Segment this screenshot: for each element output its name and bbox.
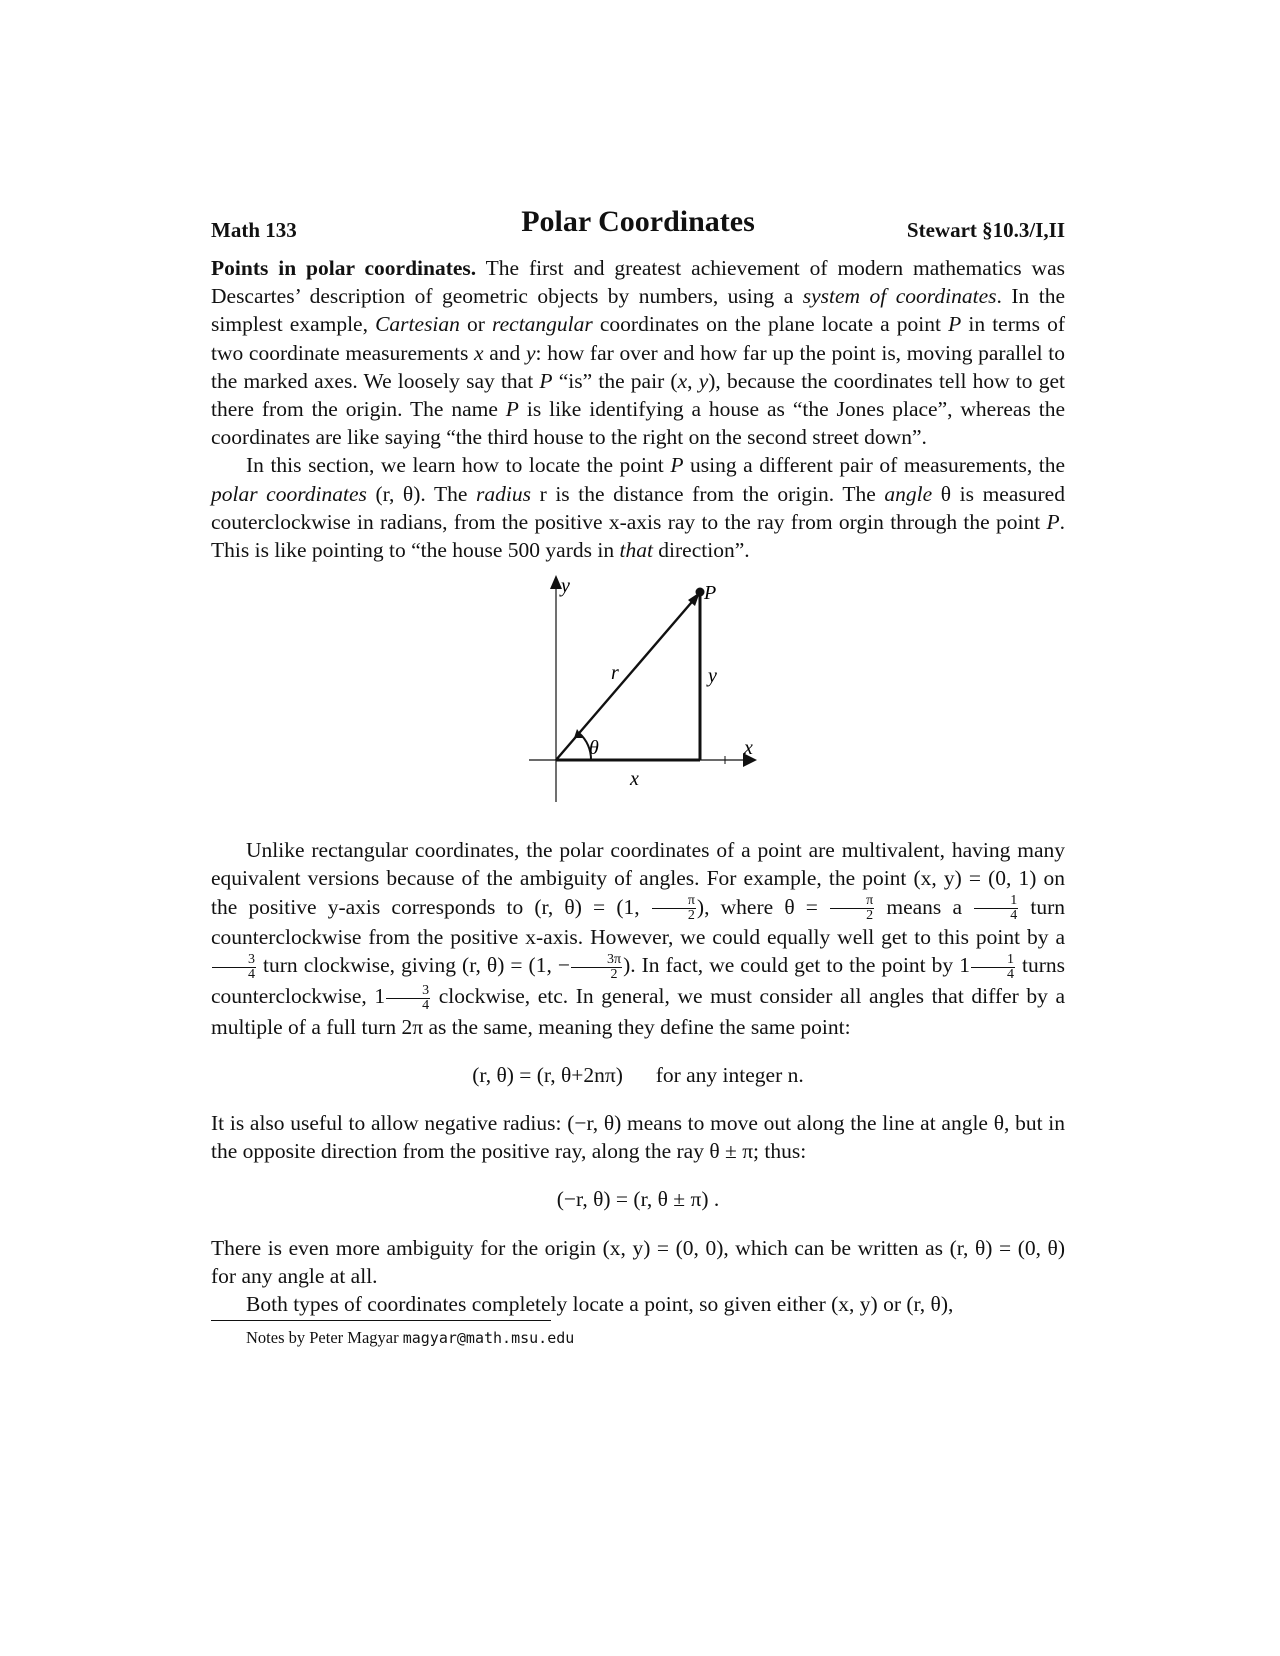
equation-condition: for any integer n. xyxy=(655,1062,804,1087)
reference-label: Stewart §10.3/I,II xyxy=(906,218,1065,242)
equation-lhs: (r, θ) = (r, θ+2nπ) xyxy=(472,1062,623,1087)
frac-den: 4 xyxy=(1006,966,1014,982)
text-run: Unlike rectangular coordinates, the polar coordinates of a point are multivalent, having many equivalent versions because of the ambiguity of angles. For example, the point (x, y) = (0, 1) on the positive y-axis corresponds to (r, θ) = (1, xyxy=(211,838,1065,919)
text-run: “is” the pair ( xyxy=(552,368,678,393)
math-var: P xyxy=(670,453,684,478)
emphasis: system of coordinates xyxy=(802,284,997,309)
frac-den: 2 xyxy=(610,966,618,982)
footnote-text: Notes by Peter Magyar xyxy=(246,1328,399,1348)
section-heading: Points in polar coordinates. xyxy=(211,256,477,280)
text-run: In this section, we learn how to locate the point xyxy=(246,453,671,478)
math-var: P xyxy=(948,312,962,337)
text-run: ), because the coordinates tell how to get there from the origin. The name xyxy=(211,368,1066,422)
x-side-label: x xyxy=(630,768,639,791)
frac-num: 3 xyxy=(386,984,430,999)
paragraph-negative-radius: It is also useful to allow negative radius: (−r, θ) means to move out along the line at angle θ, but in the opposite direction from the positive ray, along the ray θ ± π; thus: xyxy=(211,1110,1065,1164)
y-side-label: y xyxy=(708,665,717,688)
text-run: . This is like pointing to “the house 500 yards in xyxy=(211,509,1065,563)
frac-den: 4 xyxy=(248,966,255,982)
frac-num: 1 xyxy=(971,953,1015,968)
frac-den: 4 xyxy=(422,997,430,1013)
paragraph-polar xyxy=(211,451,1065,564)
frac-num: π xyxy=(652,894,696,909)
frac-num: π xyxy=(830,894,874,909)
text-run: ). In fact, we could get to the point by 1 xyxy=(623,953,970,978)
text-run: (r, θ). The xyxy=(366,481,476,506)
theta-label: θ xyxy=(589,737,599,760)
text-run: in terms of two coordinate measurements xyxy=(211,312,1065,365)
text-run: using a different pair of measurements, the xyxy=(683,453,1066,478)
fraction-1-over-4 xyxy=(971,953,1015,982)
text-run: . In the simplest example, xyxy=(211,284,1065,337)
polar-diagram-svg xyxy=(511,572,771,802)
fraction-pi-over-2 xyxy=(830,894,874,923)
emphasis: that xyxy=(619,538,653,563)
paragraph-origin: There is even more ambiguity for the origin (x, y) = (0, 0), which can be written as (r, θ) = (0, θ) for any angle at all. xyxy=(211,1235,1065,1288)
text-run: The first and greatest achievement of modern mathematics was Descartes’ description of geometric objects by numbers, using a xyxy=(211,256,1065,309)
text-run: ), where θ = xyxy=(696,894,830,919)
footnote xyxy=(211,1327,1065,1349)
point-p-label: P xyxy=(704,582,717,605)
paragraph-intro: Points in polar coordinates. The first and greatest achievement of modern mathematics was Descartes’ description of geometric objects by numbers, using a system of coordinates. In the simplest example, Cartesian or rectangular coordinates on the plane locate a point P in terms of two coordinate measurements x and y: how far over and how far up the point is, moving parallel to the marked axes. We loosely say that P “is” the pair (x, y), because the coordinates tell how to get there from the origin. The name P is like identifying a house as “the Jones place”, whereas the coordinates are like saying “the third house to the right on the second street down”. xyxy=(211,256,1066,450)
emphasis: polar coordinates xyxy=(211,481,367,506)
polar-diagram xyxy=(211,572,1065,832)
text-run: turn clockwise, giving (r, θ) = (1, − xyxy=(257,953,570,978)
math-var: y xyxy=(698,368,709,393)
text-run: turns counterclockwise, 1 xyxy=(211,953,1065,1008)
frac-num: 3π xyxy=(571,953,622,968)
page-header xyxy=(211,200,1065,250)
fraction-3-over-4 xyxy=(212,953,256,982)
math-var: x xyxy=(474,340,484,365)
text-run: or xyxy=(459,312,493,337)
frac-den: 2 xyxy=(687,908,695,924)
math-var: P xyxy=(1046,509,1060,534)
footnote-email: magyar@math.msu.edu xyxy=(402,1329,575,1348)
frac-num: 1 xyxy=(974,894,1018,909)
paragraph-multivalent xyxy=(211,836,1065,1041)
fraction-pi-over-2 xyxy=(652,894,696,923)
text-run: turn counterclockwise from the positive x-axis. However, we could equally well get to this point by a xyxy=(211,894,1066,950)
text-run: and xyxy=(483,340,526,365)
equation-negative-radius: (−r, θ) = (r, θ ± π) . xyxy=(556,1187,720,1212)
page xyxy=(211,200,1065,1349)
emphasis: rectangular xyxy=(492,312,593,337)
text-run: means a xyxy=(875,894,974,919)
page-title: Polar Coordinates xyxy=(521,205,755,238)
math-var: P xyxy=(505,397,519,422)
text-run: is like identifying a house as “the Jones place”, whereas the coordinates are like saying “the third house to the right on the second street down”. xyxy=(211,397,1065,450)
emphasis: radius xyxy=(476,481,531,506)
paragraph-conversion: Both types of coordinates completely locate a point, so given either (x, y) or (r, θ), xyxy=(246,1291,954,1316)
equation-periodicity xyxy=(211,1061,1065,1089)
math-var: y xyxy=(526,340,536,365)
frac-den: 2 xyxy=(866,908,874,924)
text-run: clockwise, etc. In general, we must consider all angles that differ by a multiple of a full turn 2π as the same, meaning they define the same point: xyxy=(211,983,1066,1039)
math-var: P xyxy=(539,368,553,393)
text-run: r is the distance from the origin. The xyxy=(530,481,885,506)
frac-num: 3 xyxy=(212,953,256,968)
text-run: coordinates on the plane locate a point xyxy=(592,312,949,337)
text-run: θ is measured couterclockwise in radians, from the positive x-axis ray to the ray from orgin through the point xyxy=(211,481,1065,534)
fraction-1-over-4 xyxy=(974,894,1018,923)
emphasis: Cartesian xyxy=(375,312,460,337)
fraction-3-over-4 xyxy=(386,984,430,1013)
footnote-divider xyxy=(211,1320,551,1321)
emphasis: angle xyxy=(884,481,933,506)
text-run: direction”. xyxy=(652,538,750,563)
fraction-3pi-over-2 xyxy=(571,953,622,982)
radius-label: r xyxy=(611,662,619,685)
text-run: : how far over and how far up the point is, moving parallel to the marked axes. We loosely say that xyxy=(211,340,1065,393)
frac-den: 4 xyxy=(1010,908,1018,924)
x-axis-label: x xyxy=(744,737,753,760)
course-label: Math 133 xyxy=(211,218,297,242)
math-var: x xyxy=(677,368,688,393)
y-axis-label: y xyxy=(561,575,570,598)
